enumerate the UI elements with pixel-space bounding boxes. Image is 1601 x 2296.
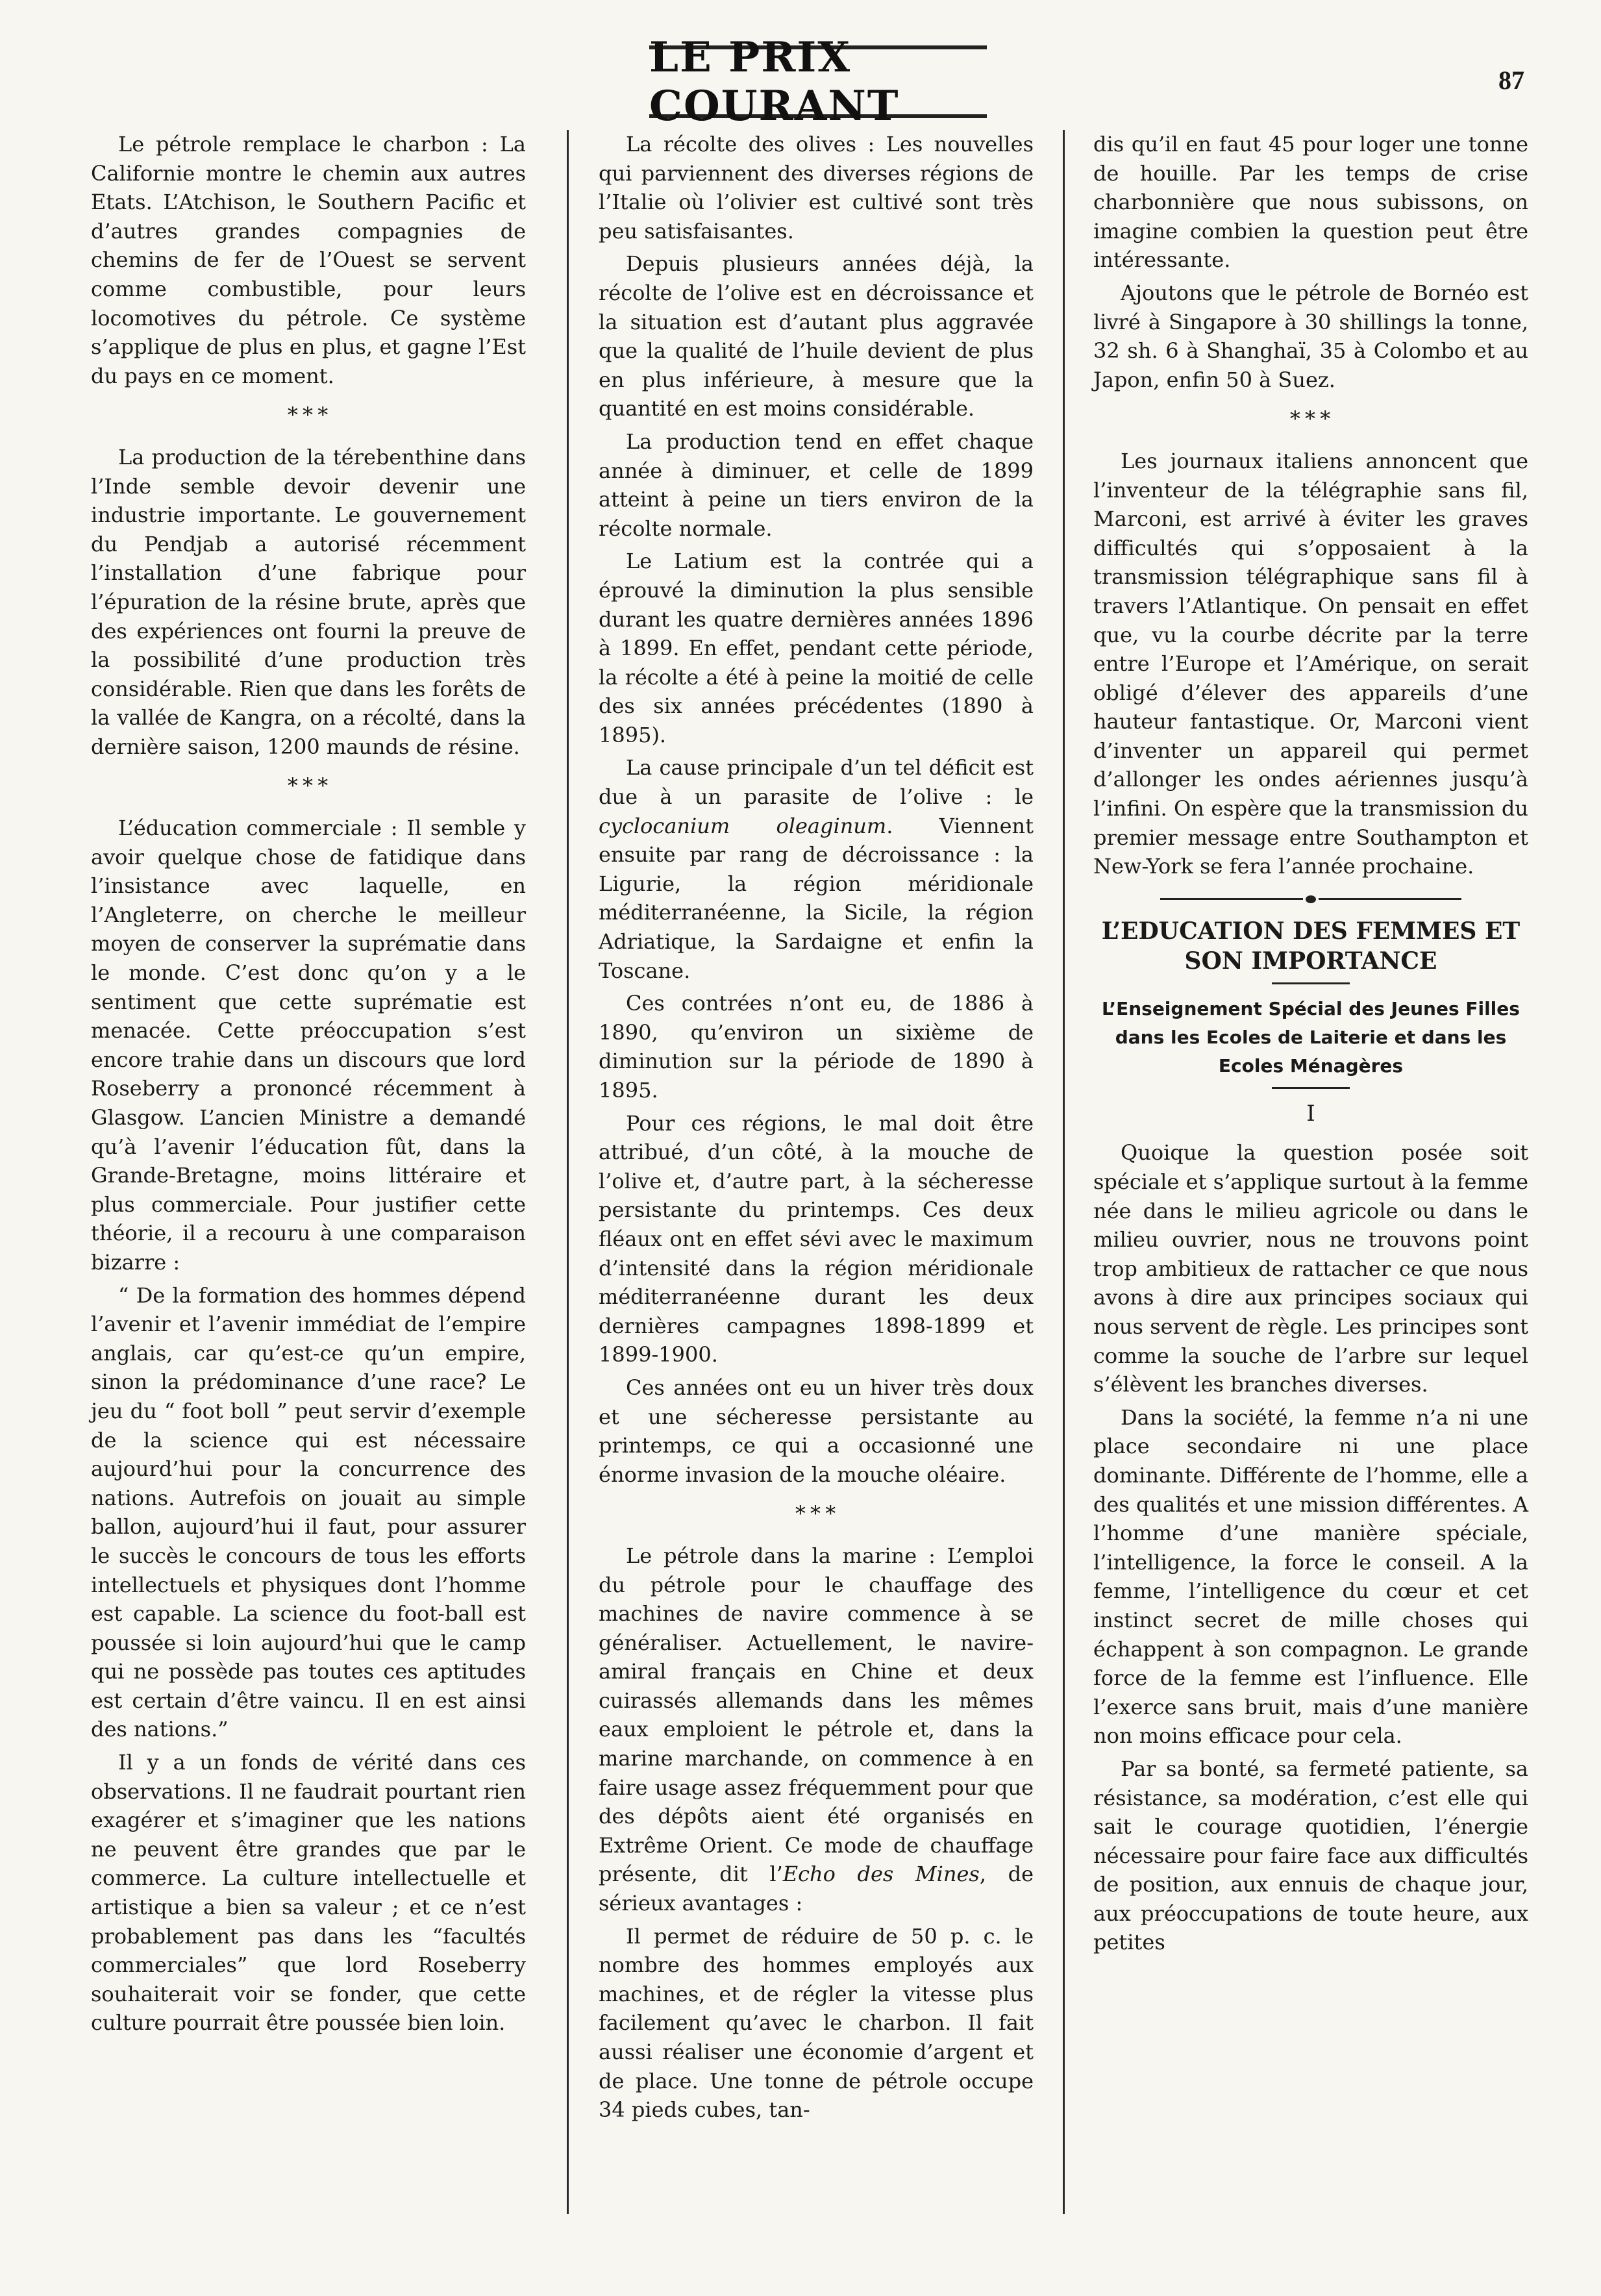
subtitle-rule: [1272, 1087, 1350, 1089]
masthead: [0, 33, 1601, 131]
article-paragraph: Quoique la question posée soit spéciale et s’applique surtout à la femme née dans le milieu agricole ou dans le milieu ouvrier, nous ne trouvons point trop ambitieux de rattacher ce que nous avons à dire aux principes sociaux qui nous servent de règle. Les principes sont comme la souche de l’arbre sur lequel s’élèvent les branches diverses.: [1093, 1140, 1528, 1397]
article-paragraph: Dans la société, la femme n’a ni une place secondaire ni une place dominante. Différente de l’homme, elle a des qualités et une mission différentes. A l’homme d’une manière spéciale, l’intelligence, la force le conseil. A la femme, l’intelligence du cœur et cet instinct secret de mille choses qui échappent à son compagnon. Le grande force de la femme est l’influence. Elle l’exerce sans bruit, mais d’une manière non moins efficace pour cela.: [1093, 1404, 1528, 1749]
paragraph-marconi: Les journaux italiens annoncent que l’inventeur de la télégraphie sans fil, Marconi, est arrivé à éviter les graves difficultés qui s’opposaient à la transmission télégraphique sans fil à travers l’Atlantique. On pensait en effet que, vu la courbe décrite par la terre entre l’Europe et l’Amérique, on serait obligé d’élever des appareils d’une hauteur fantastique. Or, Marconi vient d’inventer un appareil qui permet d’allonger les ondes aériennes jusqu’à l’infini. On espère que la transmission du premier message entre Southampton et New-York se fera l’année prochaine.: [1093, 448, 1528, 879]
paragraph-terebenthine: La production de la térebenthine dans l’Inde semble devoir devenir une industrie importante. Le gouvernement du Pendjab a autorisé récemment l’installation d’une fabrique pour l’épuration de la résine brute, après que des expériences ont fourni la preuve de la possibilité d’une production très considérable. Rien que dans les forêts de la vallée de Kangra, on a récolté, dans la dernière saison, 1200 maunds de résine.: [91, 444, 526, 759]
paragraph-borneo: Ajoutons que le pétrole de Bornéo est livré à Singapore à 30 shillings la tonne, 32 sh. 6 à Shanghaï, 35 à Colombo et au Japon, enfin 50 à Suez.: [1093, 280, 1528, 392]
section-number: I: [1306, 1100, 1315, 1127]
article-title: L’EDUCATION DES FEMMES ET SON IMPORTANCE: [1101, 917, 1520, 975]
text-run: Le pétrole dans la marine : L’emploi du pétrole pour le chauffage des machines de navire commence à se généraliser. Actuellement, le navire-amiral français en Chine et deux cuirassés allemands dans les mêmes eaux emploient le pétrole et, dans la marine marchande, on commence à en faire usage assez fréquemment pour que des dépôts aient été organisés en Extrême Orient. Ce mode de chauffage présente, dit l’: [599, 1543, 1034, 1887]
article-paragraph: Par sa bonté, sa fermeté patiente, sa résistance, sa modération, c’est elle qui sait le courage quotidien, l’énergie nécessaire pour faire face aux difficultés de position, aux ennuis de chaque jour, aux préoccupations de toute heure, aux petites: [1093, 1756, 1528, 1955]
section-separator-stars: * * *: [1289, 406, 1332, 432]
text-run: , de sérieux avantages :: [599, 1862, 1034, 1916]
paragraph-decroissance: Depuis plusieurs années déjà, la récolte de l’olive est en décroissance et la situation est d’autant plus aggravée que la qualité de l’huile devient de plus en plus inférieure, à mesure que la quantité en est moins considérable.: [599, 251, 1034, 421]
section-separator-stars: * * *: [287, 403, 330, 428]
title-rule: [1272, 982, 1350, 984]
newspaper-logo: LE PRIX COURANT: [649, 45, 987, 118]
column-2: [599, 130, 1034, 2128]
divider-dot: [1306, 895, 1316, 903]
italic-species-name: cyclocanium oleaginum: [599, 813, 887, 838]
paragraph-regions: Pour ces régions, le mal doit être attribué, d’un côté, à la mouche de l’olive et, d’autre part, à la sécheresse persistante du printemps. Ces deux fléaux ont en effet sévi avec le maximum d’intensité dans la région méridionale méditerranéenne durant les deux dernières campagnes 1898-1899 et 1899-1900.: [599, 1110, 1034, 1367]
column-3: [1093, 130, 1528, 1961]
column-divider: [567, 130, 569, 2214]
paragraph-fonds-de-verite: Il y a un fonds de vérité dans ces observations. Il ne faudrait pourtant rien exagérer et s’imaginer que les nations ne peuvent être grandes que par le commerce. La culture intellectuelle et artistique a bien sa valeur ; et ce n’est probablement pas dans les “facultés commerciales” que lord Roseberry souhaiterait voir se fonder, que cette culture pourrait être poussée bien loin.: [91, 1750, 526, 2036]
paragraph-education-commerciale: L’éducation commerciale : Il semble y avoir quelque chose de fatidique dans l’insistance avec laquelle, en l’Angleterre, on cherche le meilleur moyen de conserver la suprématie dans le monde. C’est donc qu’on y a le sentiment que cette suprématie est menacée. Cette préoccupation s’est encore trahie dans un discours que lord Roseberry a prononcé récemment à Glasgow. L’ancien Ministre a demandé qu’à l’avenir l’éducation fût, dans la Grande-Bretagne, moins littéraire et plus commerciale. Pour justifier cette théorie, il a recouru à une comparaison bizarre :: [91, 816, 526, 1275]
paragraph-latium: Le Latium est la contrée qui a éprouvé la diminution la plus sensible durant les quatre dernières années 1896 à 1899. En effet, pendant cette période, la récolte a été à peine la moitié de celle des six années précédentes (1890 à 1895).: [599, 549, 1034, 747]
divider-line: [1319, 898, 1461, 900]
page-number: 87: [1498, 66, 1524, 95]
column-1: [91, 130, 526, 2041]
section-separator-stars: * * *: [287, 773, 330, 799]
column-divider: [1063, 130, 1065, 2214]
article-columns: [91, 130, 1554, 2234]
paragraph-reduire: Il permet de réduire de 50 p. c. le nombre des hommes employés aux machines, et de régler la vitesse plus facilement qu’avec le charbon. Il fait aussi réaliser une économie d’argent et de place. Une tonne de pétrole occupe 34 pieds cubes, tan-: [599, 1923, 1034, 2123]
article-subtitle: L’Enseignement Spécial des Jeunes Filles dans les Ecoles de Laiterie et dans les Ecoles Ménagères: [1102, 997, 1520, 1077]
paragraph-production: La production tend en effet chaque année à diminuer, et celle de 1899 atteint à peine un tiers environ de la récolte normale.: [599, 429, 1034, 541]
section-separator-stars: * * *: [795, 1501, 838, 1527]
paragraph-recolte-olives: La récolte des olives : Les nouvelles qui parviennent des diverses régions de l’Italie où l’olivier est cultivé sont très peu satisfaisantes.: [599, 132, 1034, 243]
paragraph-quotation: “ De la formation des hommes dépend l’avenir et l’avenir immédiat de l’empire anglais, car qu’est-ce qu’un empire, sinon la prédominance d’une race? Le jeu du “ foot boll ” peut servir d’exemple de la science qui est nécessaire aujourd’hui pour la concurrence des nations. Autrefois on jouait au simple ballon, aujourd’hui il faut, pour assurer le succès le concours de tous les efforts intellectuels et physiques dont l’homme est capable. La science du foot-ball est poussée si loin aujourd’hui que le camp qui ne possède pas toutes ces aptitudes est certain d’être vaincu. Il en est ainsi des nations.”: [91, 1282, 526, 1742]
paragraph-petrole-marine: [599, 1541, 1034, 1918]
paragraph-continuation: dis qu’il en faut 45 pour loger une tonne de houille. Par les temps de crise charbonnière que nous subissons, on imagine combien la question peut être intéressante.: [1093, 132, 1528, 273]
ornamental-divider: [1093, 895, 1528, 903]
italic-publication-name: Echo des Mines: [782, 1862, 980, 1887]
paragraph-annees: Ces années ont eu un hiver très doux et une sécheresse persistante au printemps, ce qui a occasionné une énorme invasion de la mouche oléaire.: [599, 1375, 1034, 1487]
paragraph-cause-principale: [599, 753, 1034, 985]
text-run: La cause principale d’un tel déficit est due à un parasite de l’olive : le: [599, 755, 1034, 810]
paragraph-petrole-charbon: Le pétrole remplace le charbon : La Californie montre le chemin aux autres Etats. L’Atchison, le Southern Pacific et d’autres grandes compagnies de chemins de fer de l’Ouest se servent comme combustible, pour leurs locomotives du pétrole. Ce système s’applique de plus en plus, et gagne l’Est du pays en ce moment.: [91, 132, 526, 388]
paragraph-contrees: Ces contrées n’ont eu, de 1886 à 1890, qu’environ un sixième de diminution sur la période de 1890 à 1895.: [599, 991, 1034, 1103]
divider-line: [1160, 898, 1303, 900]
text-run: . Viennent ensuite par rang de décroissance : la Ligurie, la région méridionale méditerranéenne, la Sicile, la région Adriatique, la Sardaigne et enfin la Toscane.: [599, 813, 1034, 983]
